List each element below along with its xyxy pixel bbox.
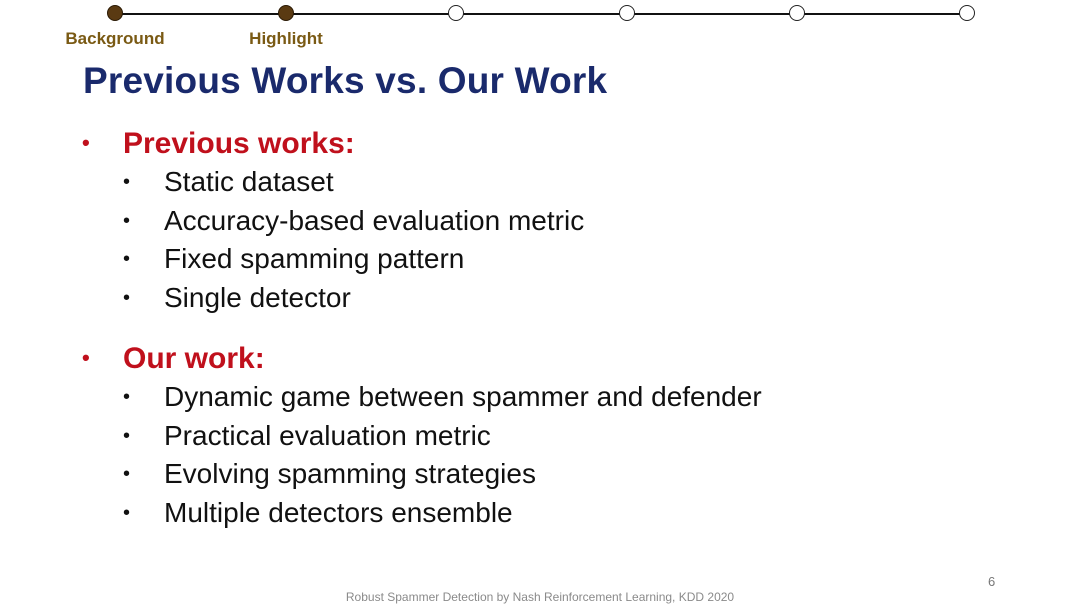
list-item-text: Accuracy-based evaluation metric (164, 204, 585, 236)
list-item (123, 202, 584, 241)
list-item-text: Multiple detectors ensemble (164, 496, 513, 528)
section-heading-label: Previous works: (123, 127, 355, 160)
progress-node-highlight[interactable] (278, 5, 294, 21)
progress-line (115, 13, 968, 15)
our-work-list (123, 378, 762, 532)
bullet-glyph: • (123, 463, 131, 485)
bullet-glyph: • (123, 248, 131, 270)
progress-node-3[interactable] (448, 5, 464, 21)
progress-node-4[interactable] (619, 5, 635, 21)
bullet-glyph: • (82, 130, 90, 155)
section-heading-previous-works (82, 127, 355, 161)
progress-node-6[interactable] (959, 5, 975, 21)
progress-label-highlight: Highlight (249, 29, 323, 48)
slide-title: Previous Works vs. Our Work (83, 60, 608, 101)
section-heading-label: Our work: (123, 342, 265, 375)
list-item (123, 240, 584, 279)
bullet-glyph: • (123, 424, 131, 447)
list-item (123, 279, 584, 318)
list-item (123, 378, 762, 417)
slide-footer: Robust Spammer Detection by Nash Reinforcement Learning, KDD 2020 (345, 590, 735, 604)
bullet-glyph: • (82, 345, 90, 370)
list-item (123, 494, 762, 533)
bullet-glyph: • (123, 386, 131, 408)
bullet-glyph: • (123, 286, 131, 309)
bullet-glyph: • (123, 171, 131, 193)
list-item-text: Dynamic game between spammer and defender (164, 381, 762, 412)
previous-works-list (123, 163, 584, 317)
list-item-text: Fixed spamming pattern (164, 243, 465, 274)
page-number: 6 (988, 574, 996, 589)
list-item (123, 417, 762, 456)
list-item (123, 163, 584, 202)
section-heading-our-work (82, 342, 265, 376)
list-item-text: Single detector (164, 281, 351, 313)
list-item-text: Static dataset (164, 166, 334, 197)
progress-node-5[interactable] (789, 5, 805, 21)
progress-node-background[interactable] (107, 5, 123, 21)
list-item-text: Practical evaluation metric (164, 419, 491, 451)
list-item-text: Evolving spamming strategies (164, 458, 536, 489)
progress-tracker (0, 0, 1080, 56)
bullet-glyph: • (123, 501, 131, 524)
list-item (123, 455, 762, 494)
bullet-glyph: • (123, 209, 131, 232)
progress-label-background: Background (65, 29, 165, 48)
